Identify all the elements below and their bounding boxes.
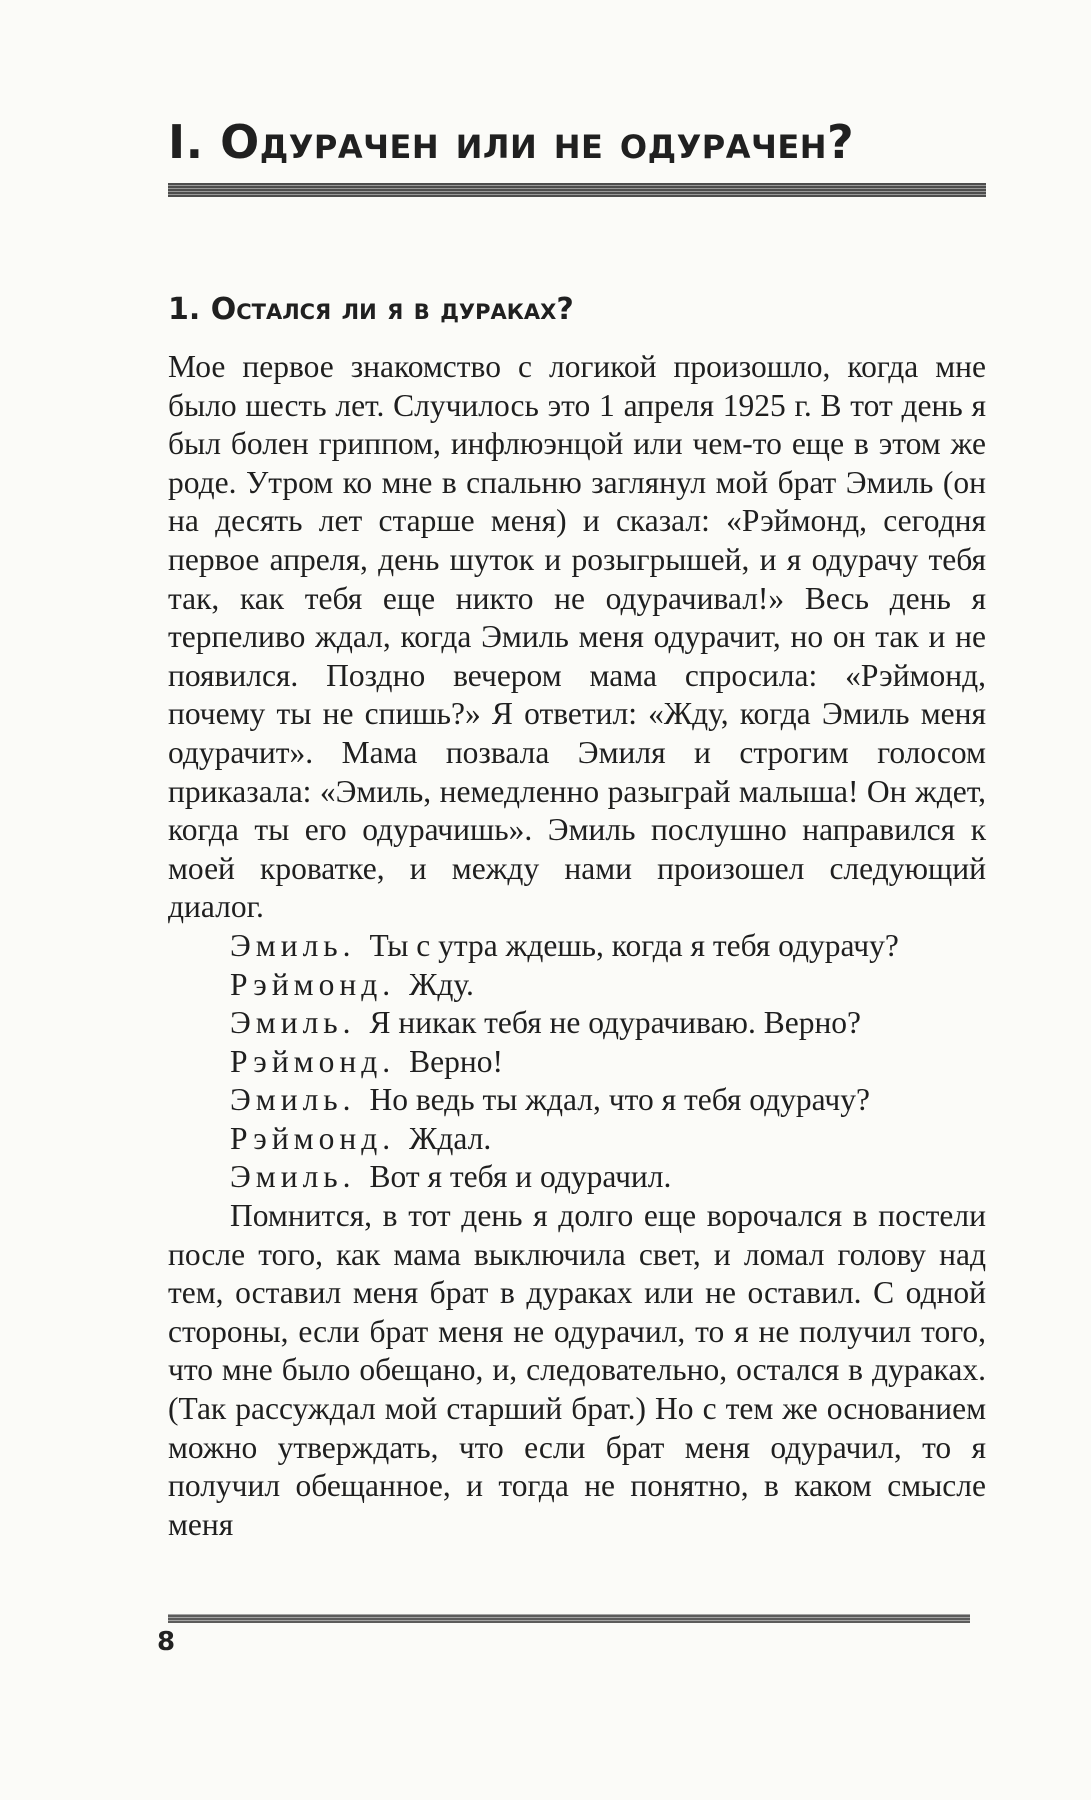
dialog-text: Но ведь ты ждал, что я тебя одурачу? bbox=[369, 1082, 870, 1118]
dialog-line bbox=[168, 1081, 986, 1120]
dialog-speaker: Эмиль. bbox=[230, 927, 356, 963]
dialog-speaker: Рэймонд. bbox=[230, 966, 396, 1002]
footer-divider bbox=[168, 1614, 970, 1623]
dialog-line bbox=[168, 927, 986, 966]
dialog-speaker: Эмиль. bbox=[230, 1159, 356, 1195]
dialog-speaker: Рэймонд. bbox=[230, 1120, 396, 1156]
dialog-block bbox=[168, 927, 986, 1197]
dialog-text: Жду. bbox=[409, 966, 474, 1002]
dialog-line bbox=[168, 1043, 986, 1082]
chapter-divider bbox=[168, 183, 986, 197]
page-number: 8 bbox=[157, 1627, 176, 1657]
dialog-text: Ты с утра ждешь, когда я тебя одурачу? bbox=[369, 927, 899, 963]
paragraph-reflection: Помнится, в тот день я долго еще ворочался в постели после того, как мама выключила свет, и ломал голову над тем, оставил меня брат в дураках или не оставил. С одной стороны, если брат меня не одурачил, то я не получил того, что мне было обещано, и, следовательно, остался в дураках. (Так рассуждал мой старший брат.) Но с тем же основанием можно утверждать, что если брат меня одурачил, то я получил обещанное, и тогда не понятно, в каком смысле меня bbox=[168, 1198, 986, 1542]
paragraph-intro: Мое первое знакомство с логикой произошло, когда мне было шесть лет. Случилось это 1 апреля 1925 г. В тот день я был болен гриппом, инфлюэнцой или чем-то еще в этом же роде. Утром ко мне в спальню заглянул мой брат Эмиль (он на десять лет старше меня) и сказал: «Рэймонд, сегодня первое апреля, день шуток и розыгрышей, и я одурачу тебя так, как тебя еще никто не одурачивал!» Весь день я терпеливо ждал, когда Эмиль меня одурачит, но он так и не появился. Поздно вечером мама спросила: «Рэймонд, почему ты не спишь?» Я ответил: «Жду, когда Эмиль меня одурачит». Мама позвала Эмиля и строгим голосом приказала: «Эмиль, немедленно разыграй малыша! Он ждет, когда ты его одурачишь». Эмиль послушно направился к моей кроватке, и между нами произошел следующий диалог. bbox=[168, 349, 986, 925]
dialog-speaker: Рэймонд. bbox=[230, 1043, 396, 1079]
chapter-title: I. Одурачен или не одурачен? bbox=[168, 115, 855, 169]
dialog-line bbox=[168, 1004, 986, 1043]
dialog-text: Я никак тебя не одурачиваю. Верно? bbox=[369, 1005, 862, 1041]
dialog-line bbox=[168, 966, 986, 1005]
dialog-text: Ждал. bbox=[409, 1120, 492, 1156]
dialog-speaker: Эмиль. bbox=[230, 1005, 356, 1041]
body-text bbox=[168, 348, 986, 1544]
dialog-text: Верно! bbox=[409, 1043, 503, 1079]
dialog-speaker: Эмиль. bbox=[230, 1082, 356, 1118]
dialog-line bbox=[168, 1158, 986, 1197]
section-title: 1. Остался ли я в дураках? bbox=[168, 292, 574, 327]
dialog-text: Вот я тебя и одурачил. bbox=[369, 1159, 672, 1195]
dialog-line bbox=[168, 1120, 986, 1159]
